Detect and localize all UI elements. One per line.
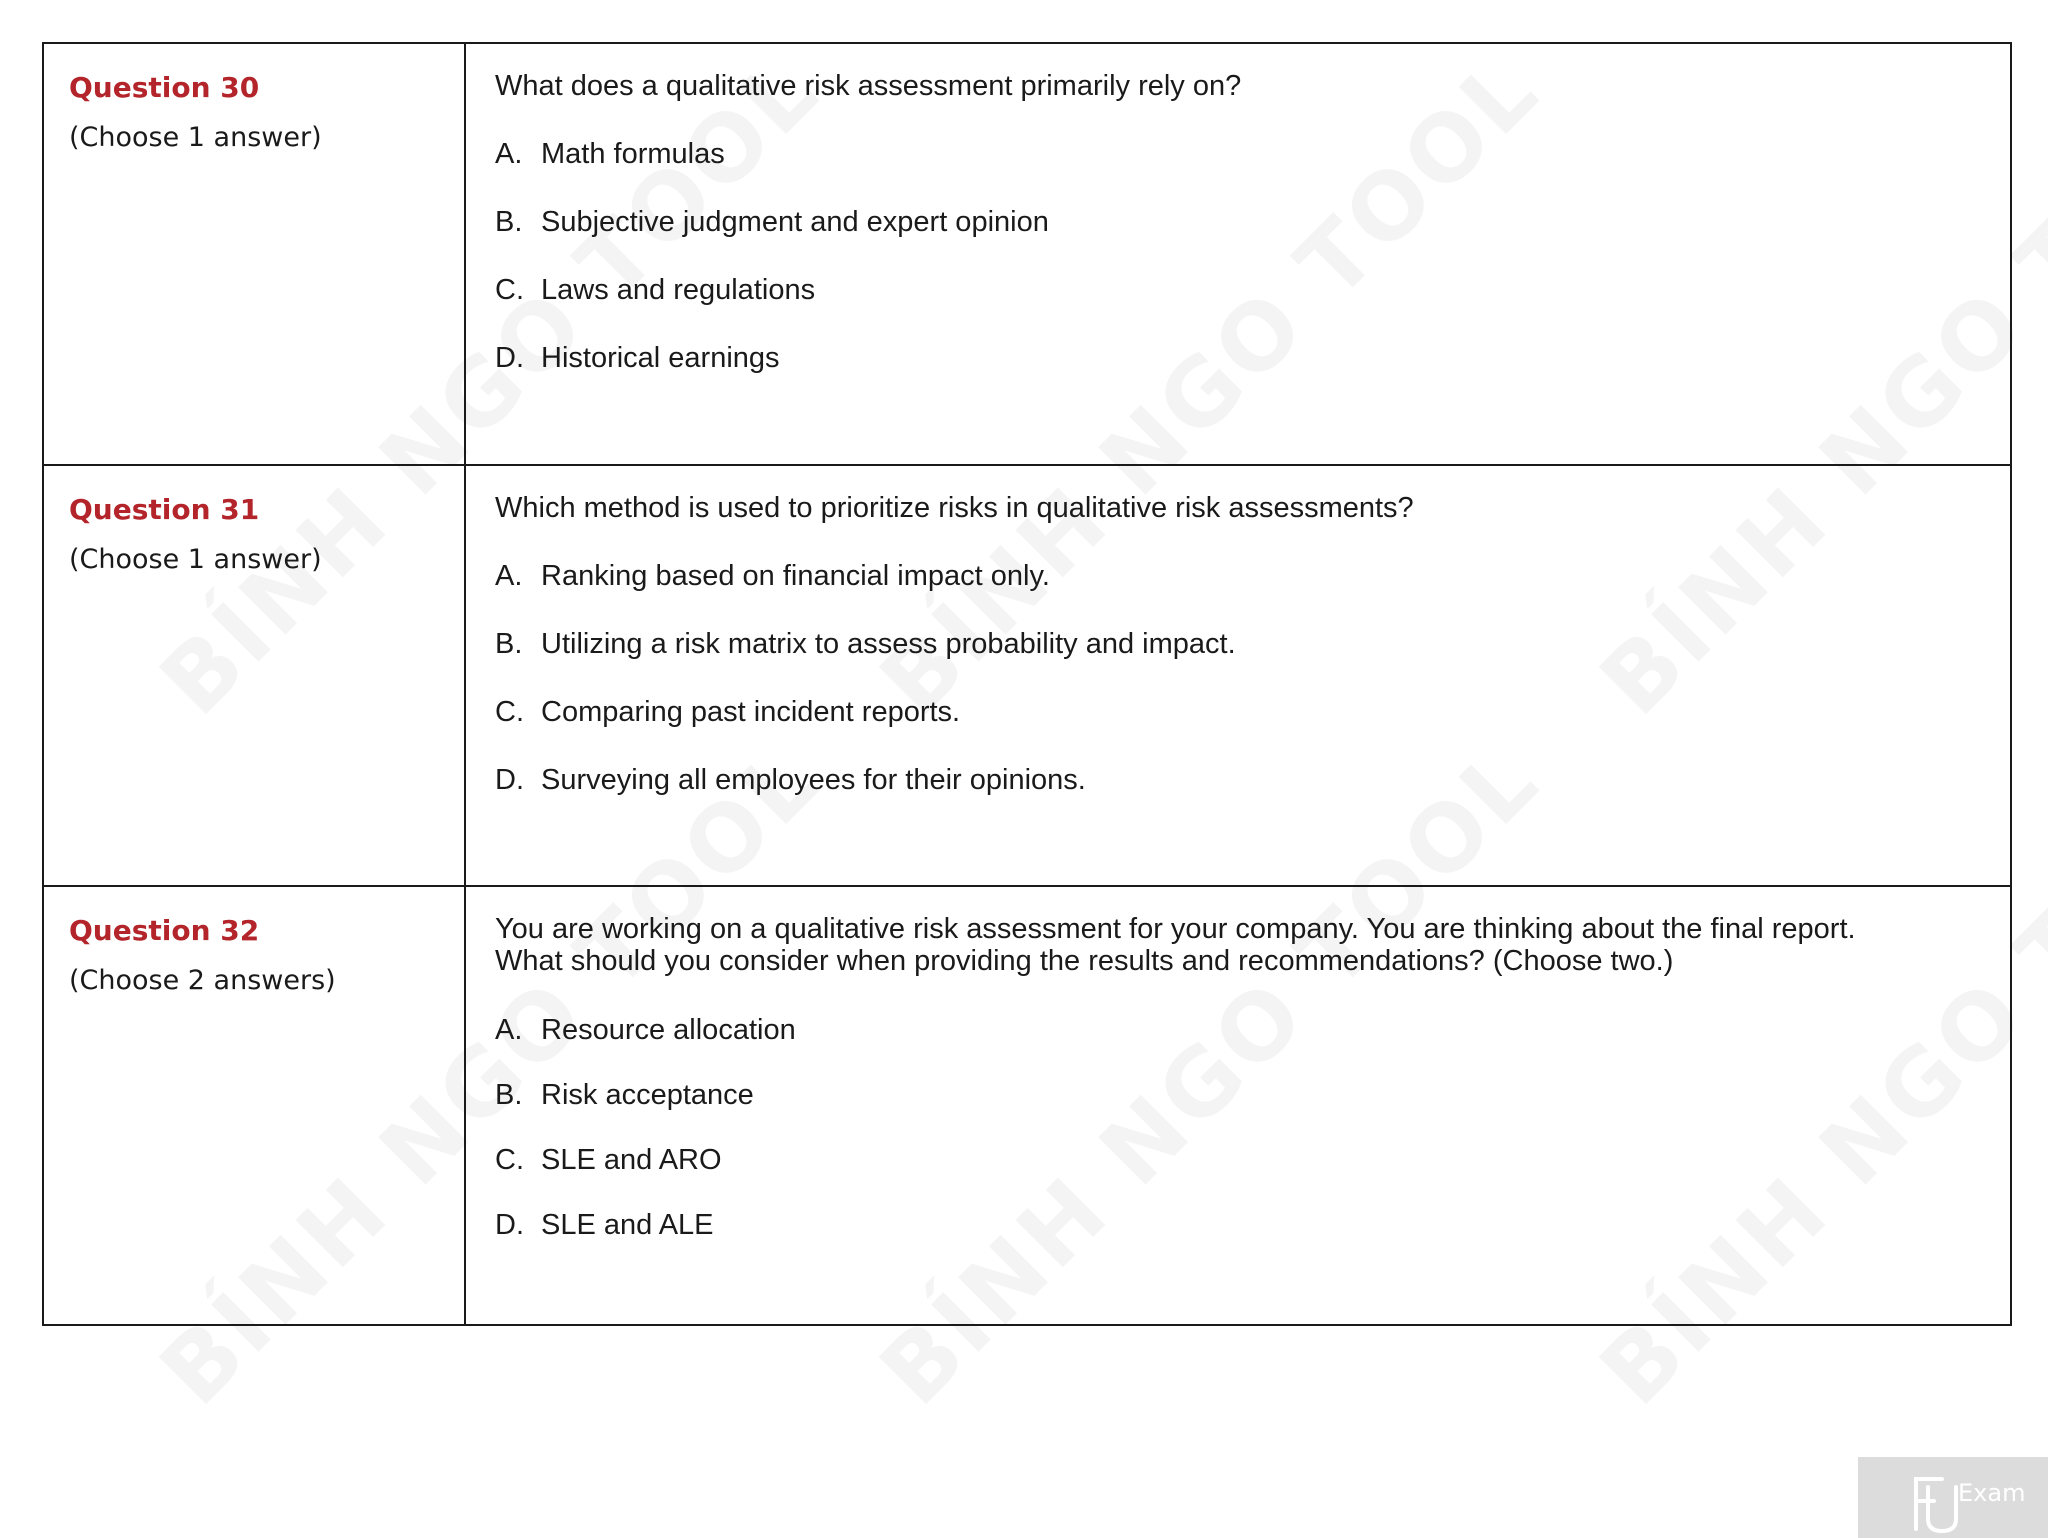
answer-options	[495, 1014, 2010, 1241]
logo-text: Exam	[1958, 1479, 2026, 1507]
question-row	[43, 43, 2011, 465]
answer-option[interactable]	[495, 628, 2010, 660]
option-text: Surveying all employees for their opinions.	[541, 764, 1086, 796]
question-title: Question 30	[69, 71, 260, 104]
question-row	[43, 886, 2011, 1325]
option-letter: C.	[495, 696, 524, 728]
option-text: Risk acceptance	[541, 1079, 754, 1111]
question-title: Question 31	[69, 493, 260, 526]
option-letter: D.	[495, 764, 524, 796]
option-letter: D.	[495, 1209, 524, 1241]
option-letter: A.	[495, 1014, 523, 1046]
answer-option[interactable]	[495, 764, 2010, 796]
question-meta-cell	[43, 465, 465, 886]
option-letter: C.	[495, 274, 524, 306]
option-text: SLE and ARO	[541, 1144, 722, 1176]
option-text: Math formulas	[541, 138, 725, 170]
answer-option[interactable]	[495, 1014, 2010, 1046]
answer-option[interactable]	[495, 206, 2010, 238]
question-hint: (Choose 1 answer)	[69, 544, 322, 575]
question-title: Question 32	[69, 914, 260, 947]
answer-option[interactable]	[495, 560, 2010, 592]
option-letter: A.	[495, 560, 523, 592]
answer-options	[495, 560, 2010, 796]
option-letter: B.	[495, 1079, 523, 1111]
question-stem-line-1: You are working on a qualitative risk assessment for your company. You are thinking about the final report.	[495, 913, 1856, 945]
question-stem: Which method is used to prioritize risks in qualitative risk assessments?	[495, 492, 1414, 524]
question-body-cell	[465, 886, 2011, 1325]
option-text: SLE and ALE	[541, 1209, 714, 1241]
option-text: Laws and regulations	[541, 274, 816, 306]
answer-option[interactable]	[495, 1209, 2010, 1241]
answer-options	[495, 138, 2010, 374]
option-text: Ranking based on financial impact only.	[541, 560, 1050, 592]
fu-exam-logo	[1858, 1457, 2048, 1538]
option-text: Comparing past incident reports.	[541, 696, 961, 728]
question-meta-cell	[43, 43, 465, 465]
option-text: Utilizing a risk matrix to assess probability and impact.	[541, 628, 1236, 660]
question-stem: What does a qualitative risk assessment primarily rely on?	[495, 70, 1242, 102]
question-row	[43, 465, 2011, 886]
option-letter: B.	[495, 206, 523, 238]
question-table	[42, 42, 2012, 1326]
answer-option[interactable]	[495, 696, 2010, 728]
question-stem-line-2: What should you consider when providing the results and recommendations? (Choose two.)	[495, 945, 1674, 977]
option-text: Subjective judgment and expert opinion	[541, 206, 1049, 238]
option-text: Resource allocation	[541, 1014, 796, 1046]
question-hint: (Choose 1 answer)	[69, 122, 322, 153]
answer-option[interactable]	[495, 342, 2010, 374]
option-letter: C.	[495, 1144, 524, 1176]
answer-option[interactable]	[495, 1079, 2010, 1111]
option-letter: B.	[495, 628, 523, 660]
answer-option[interactable]	[495, 274, 2010, 306]
answer-option[interactable]	[495, 138, 2010, 170]
answer-option[interactable]	[495, 1144, 2010, 1176]
question-meta-cell	[43, 886, 465, 1325]
question-hint: (Choose 2 answers)	[69, 965, 336, 996]
option-text: Historical earnings	[541, 342, 780, 374]
fu-exam-logo-icon	[1858, 1457, 2048, 1538]
question-body-cell	[465, 43, 2011, 465]
question-body-cell	[465, 465, 2011, 886]
option-letter: D.	[495, 342, 524, 374]
option-letter: A.	[495, 138, 523, 170]
